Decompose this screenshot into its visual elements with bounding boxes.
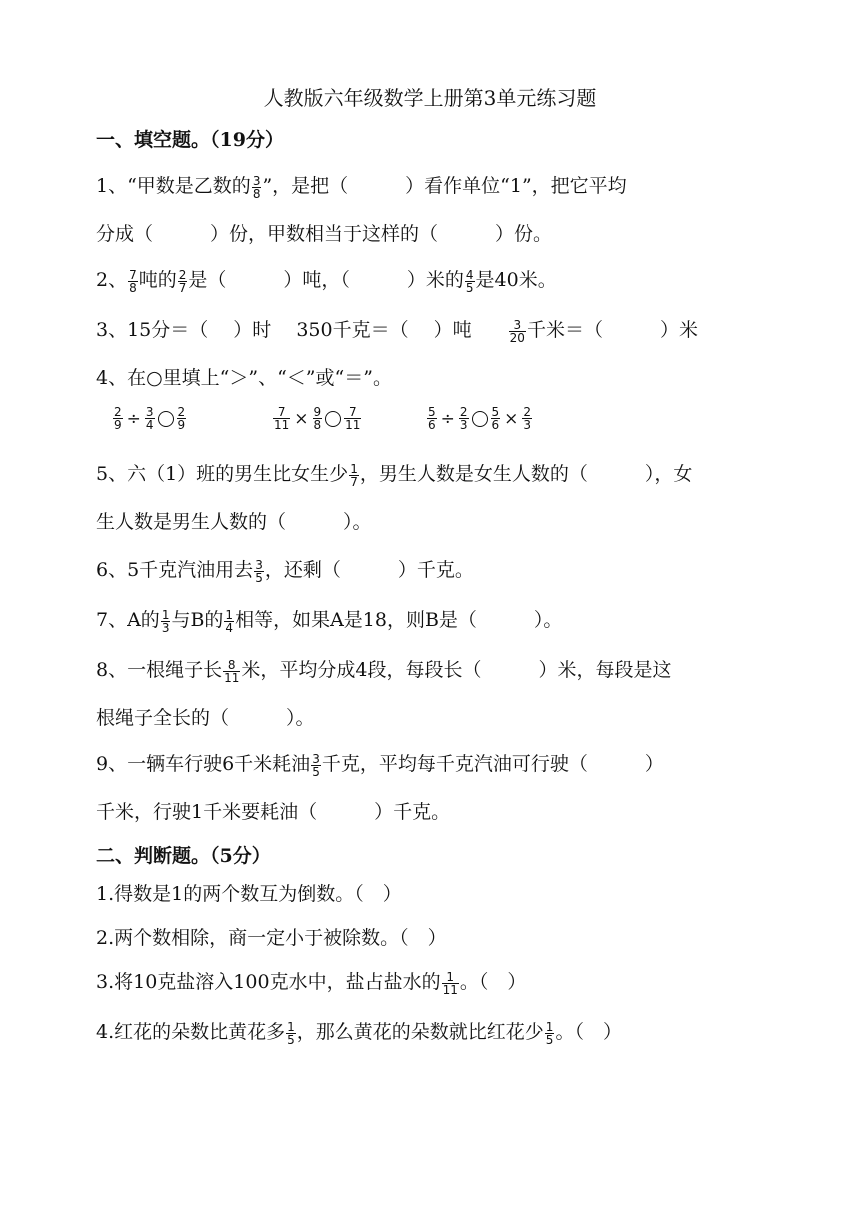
comparison-2: $\frac{7}{11}$ × $\frac{9}{8}$ $\frac{7}{11}$ [274, 405, 361, 432]
question-5-line-2: 生人数是男生人数的（ ）。 [96, 511, 372, 533]
question-9-line-2: 千米，行驶1千米要耗油（ ）千克。 [96, 801, 451, 823]
question-8-line-1: 8、一根绳子长 $\frac{8}{11}$ 米，平均分成4段，每段长（ ）米，每段是这 [96, 657, 672, 685]
page-title: 人教版六年级数学上册第3单元练习题 [263, 86, 597, 110]
text: ”，是把（ ）看作单位“1”，把它平均 [262, 175, 627, 197]
fraction: $\frac{3}{5}$ [312, 751, 320, 779]
question-3: 3、15分＝（ ）时 350千克＝（ ）吨 $\frac{3}{20}$ 千米＝（ ）米 [96, 317, 698, 345]
fraction: $\frac{1}{5}$ [287, 1019, 295, 1047]
judgement-4: 4.红花的朵数比黄花多 $\frac{1}{5}$ ，那么黄花的朵数就比红花少 $\frac{1}{5}$ 。（ ） [96, 1019, 622, 1047]
compare-circle[interactable] [472, 411, 488, 427]
judgement-1: 1.得数是1的两个数互为倒数。（ ） [96, 883, 402, 905]
fraction: $\frac{1}{7}$ [350, 461, 358, 489]
question-1-line-1 [96, 174, 627, 200]
comparison-3: $\frac{5}{6}$ ÷ $\frac{2}{3}$ $\frac{5}{6}$ × $\frac{2}{3}$ [428, 405, 532, 432]
compare-circle[interactable] [325, 411, 341, 427]
section-fill-blank-heading: 一、填空题。（19分） [96, 129, 284, 151]
fraction: $\frac{4}{5}$ [465, 267, 474, 295]
question-2: 2、 $\frac{7}{8}$ 吨的 $\frac{2}{7}$ 是（ ）吨，（ ）米的 $\frac{4}{5}$ 是40米。 [96, 267, 557, 295]
fraction: $\frac{3}{20}$ [509, 317, 525, 345]
question-8-line-2: 根绳子全长的（ ）。 [96, 707, 315, 729]
fraction: $\frac{8}{11}$ [224, 657, 240, 685]
fraction: $\frac{7}{8}$ [129, 267, 137, 295]
fraction: $\frac{1}{3}$ [161, 607, 170, 635]
comparison-1: $\frac{2}{9}$ ÷ $\frac{3}{4}$ $\frac{2}{9}$ [114, 405, 186, 432]
fraction: $\frac{1}{4}$ [225, 607, 234, 635]
text: 1、“甲数是乙数的 [96, 175, 251, 197]
compare-circle[interactable] [158, 411, 174, 427]
question-7: 7、A的 $\frac{1}{3}$ 与B的 $\frac{1}{4}$ 相等，如果A是18，则B是（ ）。 [96, 607, 563, 635]
question-9-line-1: 9、一辆车行驶6千米耗油 $\frac{3}{5}$ 千克，平均每千克汽油可行驶（ ） [96, 751, 664, 779]
section-true-false-heading: 二、判断题。（5分） [96, 845, 271, 867]
fraction: $\frac{1}{11}$ [442, 969, 458, 997]
judgement-2: 2.两个数相除，商一定小于被除数。（ ） [96, 927, 447, 949]
question-4: 4、在○里填上“＞”、“＜”或“＝”。 [96, 367, 392, 389]
fraction: $\frac{3}{8}$ [252, 173, 261, 201]
question-6: 6、5千克汽油用去 $\frac{3}{5}$ ，还剩（ ）千克。 [96, 557, 474, 585]
question-1-line-2: 分成（ ）份，甲数相当于这样的（ ）份。 [96, 223, 553, 245]
fraction: $\frac{3}{5}$ [255, 557, 263, 585]
fraction: $\frac{1}{5}$ [545, 1019, 554, 1047]
question-5-line-1: 5、六（1）班的男生比女生少 $\frac{1}{7}$ ，男生人数是女生人数的（ ），女 [96, 461, 693, 489]
judgement-3: 3.将10克盐溶入100克水中，盐占盐水的 $\frac{1}{11}$ 。（ ） [96, 969, 527, 997]
fraction: $\frac{2}{7}$ [178, 267, 187, 295]
